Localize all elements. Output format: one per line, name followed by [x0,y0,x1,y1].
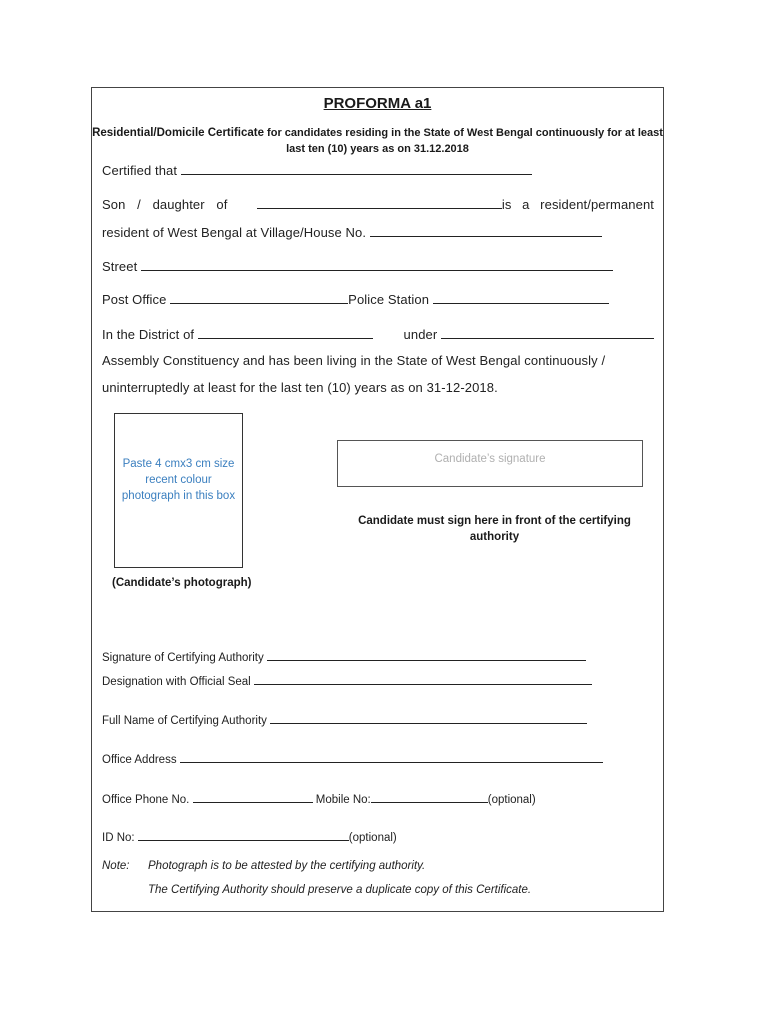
candidate-signature-box[interactable] [337,440,643,487]
full-name-blank[interactable] [270,712,587,724]
note-row-1 [102,860,130,872]
id-optional: (optional) [348,832,397,844]
mobile-optional: (optional) [487,794,536,806]
constituency-blank[interactable] [441,327,654,339]
mobile-label: Mobile No: [315,794,371,806]
subtitle-bold: Residential/Domicile Certificate [92,127,264,139]
street-row [102,259,613,274]
mobile-blank[interactable] [371,791,488,803]
signature-authority-label: Signature of Certifying Authority [102,652,264,664]
under-label: under [403,327,438,342]
certified-that-blank[interactable] [181,163,532,175]
office-phone-label: Office Phone No. [102,794,190,806]
form-subtitle [92,125,663,157]
village-house-row [102,225,602,240]
son-daughter-label: Son / daughter of [102,197,228,212]
signature-authority-blank[interactable] [267,649,586,661]
signature-placeholder: Candidate’s signature [434,453,546,465]
full-name-label: Full Name of Certifying Authority [102,715,267,727]
id-blank[interactable] [138,829,349,841]
district-blank[interactable] [198,327,373,339]
designation-row [102,673,592,688]
parent-name-blank[interactable] [257,197,502,209]
district-label: In the District of [102,327,195,342]
designation-label: Designation with Official Seal [102,676,251,688]
certified-that-row [102,163,532,178]
id-row [102,829,397,844]
photograph-caption: (Candidate’s photograph) [112,577,252,589]
photograph-instruction: Paste 4 cmx3 cm size recent colour photograph in this box [121,458,236,502]
photograph-box[interactable] [114,413,243,568]
note-line-2: The Certifying Authority should preserve a duplicate copy of this Certificate. [148,884,532,896]
designation-blank[interactable] [254,673,592,685]
office-address-label: Office Address [102,754,177,766]
post-office-row [102,292,609,307]
police-station-label: Police Station [348,292,430,307]
son-daughter-row [102,197,654,212]
resident-of-label: resident of West Bengal at Village/House No. [102,225,367,240]
office-phone-blank[interactable] [193,791,313,803]
signature-authority-row [102,649,586,664]
is-resident-label: is a resident/permanent [501,197,654,212]
note-label: Note: [102,860,130,872]
office-address-blank[interactable] [180,751,603,763]
post-office-label: Post Office [102,292,167,307]
signature-note: Candidate must sign here in front of the certifying authority [358,515,631,543]
district-row [102,327,654,342]
certified-that-label: Certified that [102,163,178,178]
village-house-blank[interactable] [370,225,602,237]
street-blank[interactable] [141,259,613,271]
street-label: Street [102,259,138,274]
form-title: PROFORMA a1 [323,95,432,112]
assembly-line: Assembly Constituency and has been living in the State of West Bengal continuously / [102,353,606,368]
uninterrupted-line: uninterruptedly at least for the last ten (10) years as on 31-12-2018. [102,380,498,395]
office-address-row [102,751,603,766]
full-name-row [102,712,587,727]
subtitle-rest: for candidates residing in the State of West Bengal continuously for at least last ten (10) years as on 31.12.2018 [264,127,663,155]
note-line-1: Photograph is to be attested by the certifying authority. [148,860,426,872]
phone-row [102,791,536,806]
post-office-blank[interactable] [170,292,348,304]
certificate-form [91,87,664,912]
police-station-blank[interactable] [433,292,609,304]
id-label: ID No: [102,832,135,844]
